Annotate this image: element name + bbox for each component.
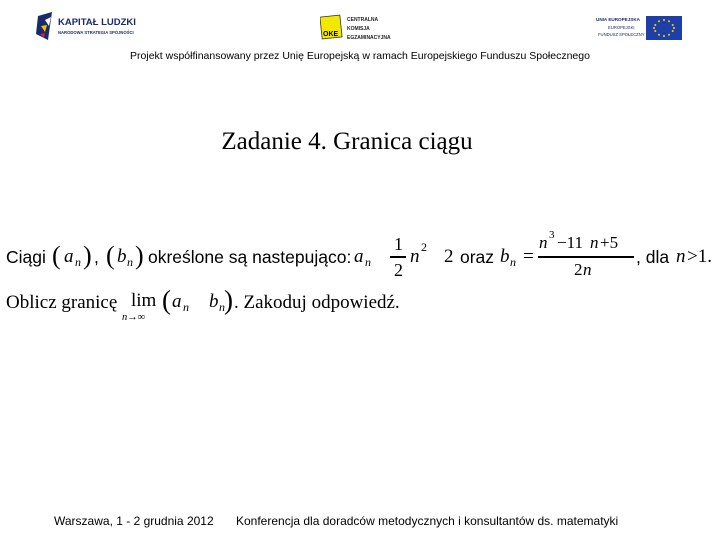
frac1-den: 2 [394,260,403,280]
eu-line1: UNIA EUROPEJSKA [596,17,640,22]
seq-b-sub: n [127,255,133,269]
const-two: 2 [444,246,454,267]
page-title: Zadanie 4. Granica ciągu [221,128,473,155]
cke-badge: OKE [323,31,339,38]
frac2-num-exp: 3 [549,229,555,241]
b-sub: n [510,255,516,269]
frac2-num-rest: −11 [557,233,583,252]
paren-open-a: ( [52,241,61,270]
lim-b-var: b [209,291,219,312]
zakoduj-text: . Zakoduj odpowiedź. [234,292,400,313]
n-exp: 2 [421,240,427,254]
eu-logo [594,14,684,42]
lim-a-var: a [172,291,182,312]
paren-close: ) [224,285,233,315]
eu-line3: FUNDUSZ SPOŁECZNY [598,32,645,37]
frac2-num-n2: n [590,233,599,252]
kapital-ludzki-logo [36,12,148,42]
paren-close-a: ) [83,241,92,270]
problem-line-1 [6,230,718,286]
footer-conference: Konferencja dla doradców metodycznych i konsultantów ds. matematyki [236,514,619,528]
footer-location-date: Warszawa, 1 - 2 grudnia 2012 [54,514,214,528]
frac1-num: 1 [394,234,403,254]
cke-line3: EGZAMINACYJNA [347,35,391,41]
lim-subscript: n→∞ [122,312,146,323]
dla-text: , dla [636,247,670,267]
paren-open-b: ( [106,241,115,270]
cke-line2: KOMISJA [347,26,370,32]
seq-a-var: a [64,246,74,267]
oblicz-text: Oblicz granicę [6,292,118,313]
kapital-ludzki-subtitle: NARODOWA STRATEGIA SPÓJNOŚCI [58,30,134,35]
oraz-text: oraz [460,247,495,267]
frac1-bar [390,256,406,258]
lim-b-sub: n [219,300,225,314]
kapital-ludzki-name: KAPITAŁ LUDZKI [58,17,136,28]
frac2-bar [538,256,634,258]
frac2-num-plus: +5 [600,233,619,252]
b-var: b [500,246,510,267]
funding-statement: Projekt współfinansowany przez Unię Europejską w ramach Europejskiego Funduszu Społecznego [130,50,590,62]
defined-text: określone są nastepująco: [148,247,352,267]
seq-b-var: b [117,246,127,267]
frac2-den: 2 [574,260,583,279]
comma: , [94,247,99,267]
lim-a-sub: n [183,300,189,314]
seq-a-sub: n [75,255,81,269]
cke-line1: CENTRALNA [347,17,379,23]
frac2-den-n: n [583,260,592,279]
a-sub: n [365,255,371,269]
n-var: n [410,246,420,267]
intro-text: Ciągi [6,247,46,267]
cke-logo [320,14,398,50]
problem-line-2 [6,286,718,332]
eu-line2: EUROPEJSKI [608,25,635,30]
frac2-num-n: n [539,233,548,252]
paren-open: ( [162,285,171,315]
a-var: a [354,246,364,267]
paren-close-b: ) [135,241,144,270]
cond-n: n [676,246,686,267]
equals-sign: = [523,246,534,267]
lim-text: lim [131,290,157,311]
cond-rest: >1. [687,246,712,267]
